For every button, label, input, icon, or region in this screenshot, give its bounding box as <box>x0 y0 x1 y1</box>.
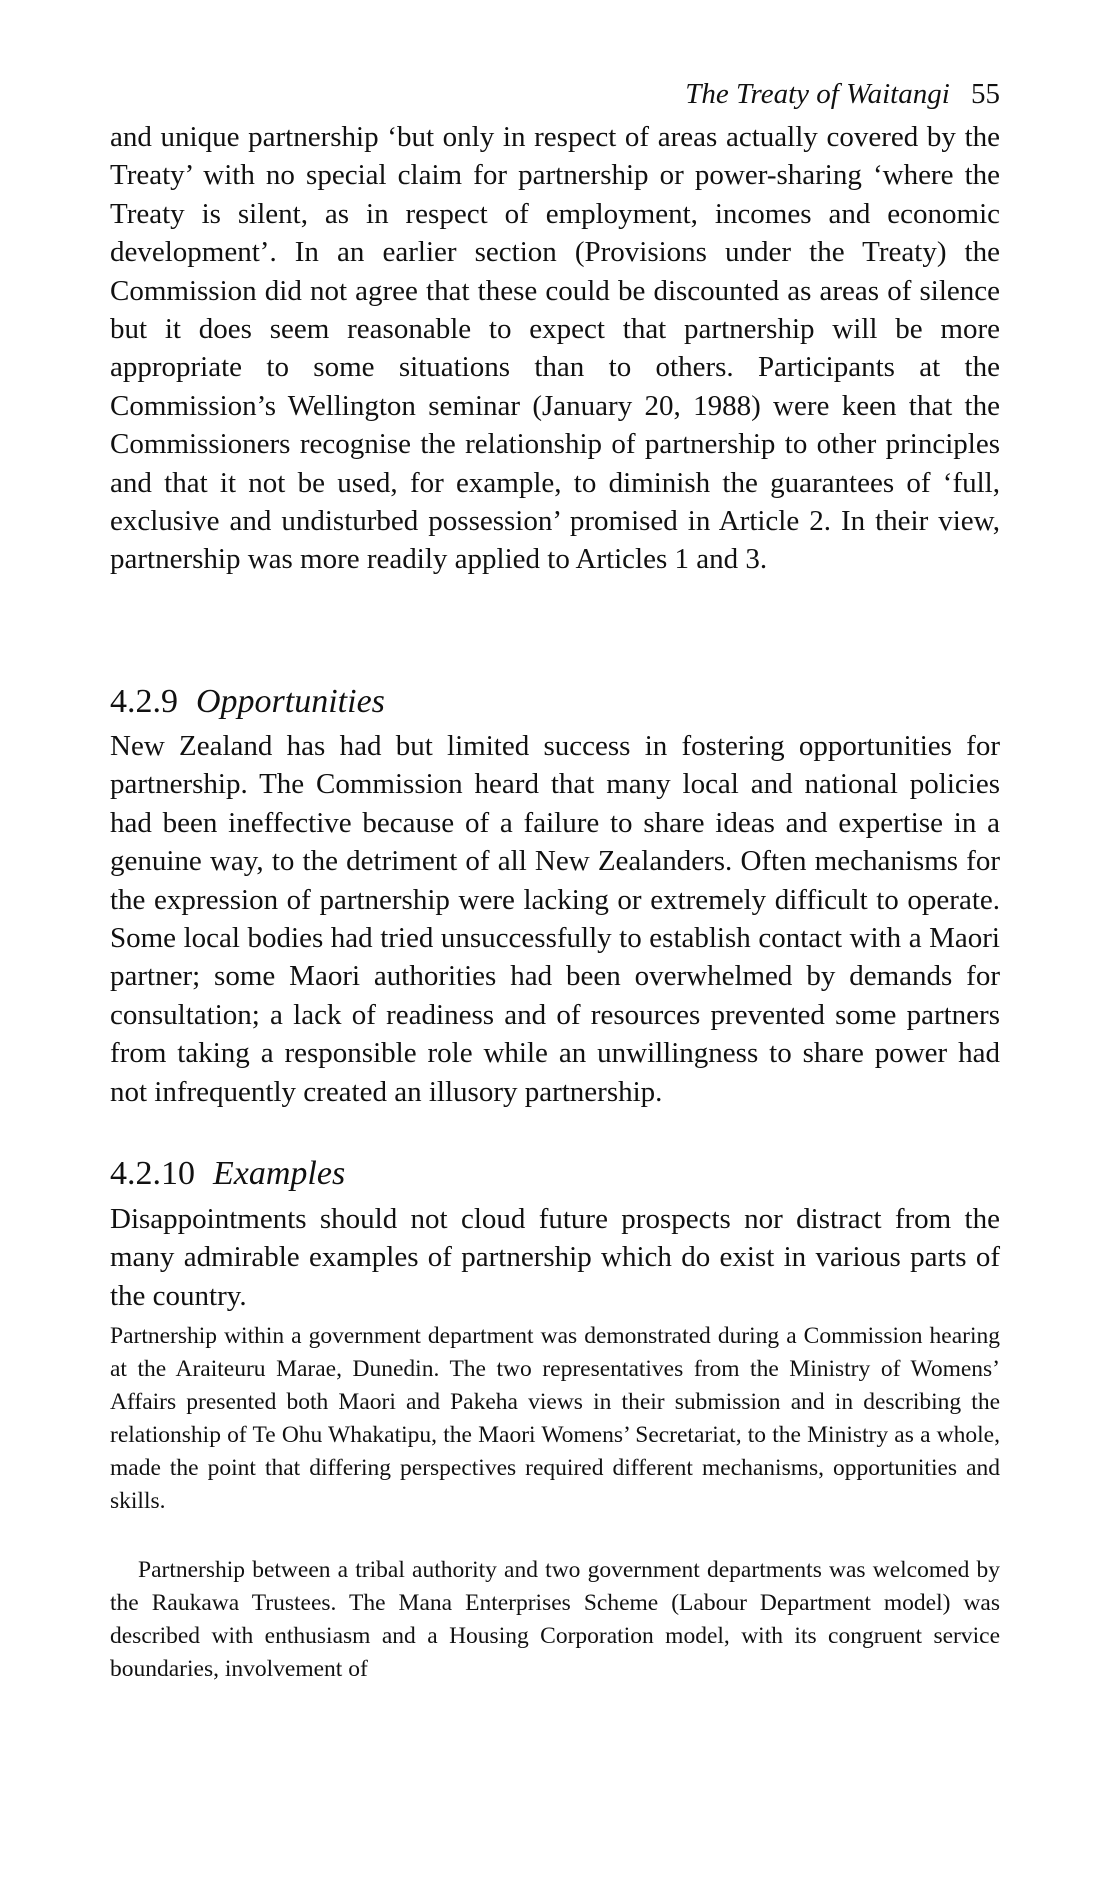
section-heading-examples <box>110 1155 345 1193</box>
section-heading-opportunities <box>110 683 385 721</box>
small-paragraph-block-1 <box>110 1320 1000 1518</box>
page-number: 55 <box>971 78 1000 110</box>
opportunities-paragraph-block <box>110 727 1000 1111</box>
opportunities-paragraph: New Zealand has had but limited success in fostering opportunities for partnership. The Commission heard that many local and national policies had been ineffective because of a failure to share ideas and expertise in a genuine way, to the detriment of all New Zealanders. Often mechanisms for the expression of partnership were lacking or extremely difficult to operate. Some local bodies had tried unsuccessfully to establish contact with a Maori partner; some Maori authorities had been overwhelmed by demands for consultation; a lack of readiness and of resources prevented some partners from taking a responsible role while an unwillingness to share power had not infrequently created an illusory partnership. <box>110 730 1000 1108</box>
running-head-title: The Treaty of Waitangi <box>685 78 950 110</box>
section-number: 4.2.10 <box>110 1155 195 1192</box>
examples-paragraph-block <box>110 1200 1000 1315</box>
small-paragraph-1: Partnership within a government department was demonstrated during a Commission hearing at the Araiteuru Marae, Dunedin. The two representatives from the Ministry of Womens’ Affairs presented both Maori and Pakeha views in their submission and in describing the relationship of Te Ohu Whakatipu, the Maori Womens’ Secretariat, to the Ministry as a whole, made the point that differing perspectives required different mechanisms, opportunities and skills. <box>110 1323 1000 1514</box>
opening-paragraph-block <box>110 118 1000 579</box>
small-paragraph-2: Partnership between a tribal authority and two government departments was welcomed by the Raukawa Trustees. The Mana Enterprises Scheme (Labour Department model) was described with enthusiasm and a Housing Corporation model, with its congruent service boundaries, involvement of <box>110 1557 1000 1682</box>
section-title: Opportunities <box>196 683 385 720</box>
running-head <box>685 78 1000 111</box>
section-title: Examples <box>213 1155 346 1192</box>
small-paragraph-block-2 <box>110 1554 1000 1686</box>
opening-paragraph: and unique partnership ‘but only in respect of areas actually covered by the Treaty’ with no special claim for partnership or power-sharing ‘where the Treaty is silent, as in respect of employment, incomes and economic development’. In an earlier section (Provisions under the Treaty) the Commission did not agree that these could be discounted as areas of silence but it does seem reasonable to expect that partnership will be more appropriate to some situations than to others. Participants at the Commission’s Wellington seminar (January 20, 1988) were keen that the Commissioners recognise the relationship of partnership to other principles and that it not be used, for example, to diminish the guarantees of ‘full, exclusive and undisturbed possession’ promised in Article 2. In their view, partnership was more readily applied to Articles 1 and 3. <box>110 121 1000 576</box>
section-number: 4.2.9 <box>110 683 178 720</box>
examples-paragraph: Disappointments should not cloud future prospects nor distract from the many admirable examples of partnership which do exist in various parts of the country. <box>110 1203 1000 1312</box>
